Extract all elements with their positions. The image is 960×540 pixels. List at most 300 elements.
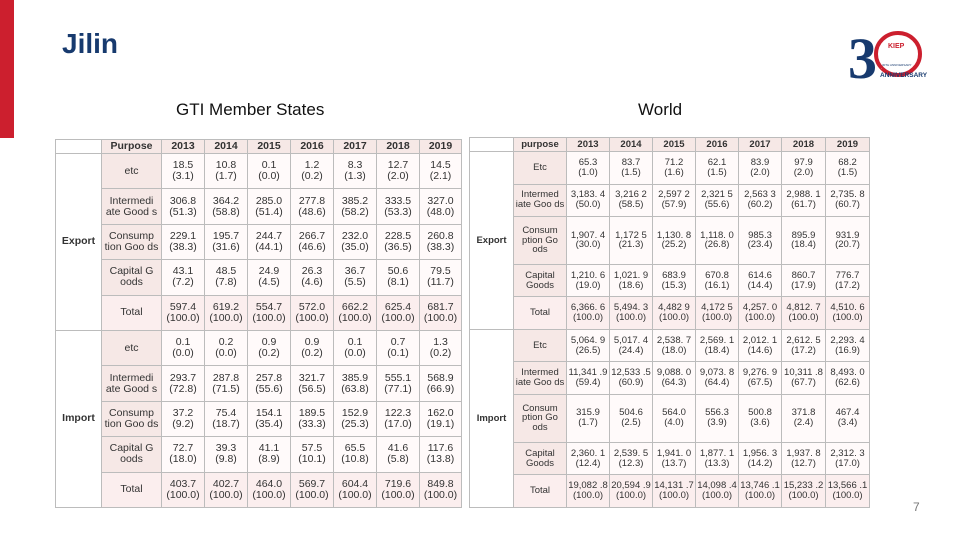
value-cell [782, 264, 826, 297]
row-label: Capital G oods [102, 260, 162, 295]
table-row [56, 189, 462, 224]
cell-value: 1.2 [304, 159, 320, 172]
value-cell [739, 152, 782, 185]
value-cell [377, 401, 420, 436]
table-row [470, 442, 870, 475]
cell-value: 683.9 [662, 269, 686, 281]
header-purpose: Purpose [102, 140, 162, 154]
cell-share: (0.0) [344, 347, 366, 360]
value-cell [567, 264, 610, 297]
cell-value: 0.1 [347, 336, 363, 349]
cell-share: (14.4) [747, 279, 773, 291]
value-cell [377, 154, 420, 189]
cell-share: (64.4) [704, 377, 730, 389]
row-label: etc [102, 154, 162, 189]
value-cell [567, 297, 610, 330]
cell-share: (57.9) [661, 199, 687, 211]
cell-value: 71.2 [664, 156, 684, 168]
value-cell [205, 330, 248, 365]
cell-share: (58.8) [212, 205, 240, 218]
cell-value: 719.6 [384, 477, 412, 490]
cell-value: 306.8 [169, 194, 197, 207]
cell-value: 1,210. 6 [570, 269, 606, 281]
cell-share: (8.1) [387, 276, 409, 289]
cell-share: (3.4) [837, 417, 858, 429]
value-cell [696, 329, 739, 362]
value-cell [291, 260, 334, 295]
cell-value: 228.5 [384, 229, 412, 242]
row-label: Intermedi ate Good s [102, 189, 162, 224]
value-cell [420, 295, 462, 330]
cell-share: (59.4) [575, 377, 601, 389]
cell-value: 9,276. 9 [742, 367, 778, 379]
cell-share: (100.0) [381, 311, 415, 324]
cell-share: (7.2) [172, 276, 194, 289]
cell-share: (12.7) [791, 457, 816, 469]
table-row [470, 362, 870, 395]
value-cell [248, 437, 291, 472]
value-cell [377, 189, 420, 224]
value-cell [610, 394, 653, 442]
value-cell [248, 401, 291, 436]
value-cell [291, 154, 334, 189]
cell-share: (100.0) [788, 312, 819, 324]
cell-value: 48.5 [215, 265, 237, 278]
cell-value: 244.7 [255, 229, 283, 242]
value-cell [248, 366, 291, 401]
row-label: Total [514, 475, 567, 508]
cell-value: 19,082 .8 [568, 480, 608, 492]
cell-value: 12,533 .5 [611, 367, 651, 379]
cell-value: 257.8 [255, 371, 283, 384]
cell-share: (72.8) [169, 382, 197, 395]
header-year: 2013 [567, 138, 610, 152]
value-cell [248, 260, 291, 295]
value-cell [334, 295, 377, 330]
value-cell [653, 394, 696, 442]
cell-value: 504.6 [619, 407, 643, 419]
cell-value: 1,118. 0 [700, 229, 734, 241]
value-cell [782, 184, 826, 217]
cell-value: 569.7 [298, 477, 326, 490]
value-cell [334, 154, 377, 189]
value-cell [291, 401, 334, 436]
value-cell [377, 472, 420, 507]
cell-value: 860.7 [791, 269, 816, 281]
value-cell [205, 366, 248, 401]
value-cell [291, 472, 334, 507]
cell-value: 662.2 [341, 300, 369, 313]
header-year: 2015 [653, 138, 696, 152]
value-cell [162, 295, 205, 330]
cell-share: (48.0) [426, 205, 455, 218]
cell-share: (1.5) [707, 166, 727, 178]
value-cell [782, 394, 826, 442]
cell-share: (58.5) [618, 199, 644, 211]
cell-share: (35.4) [255, 417, 283, 430]
value-cell [377, 437, 420, 472]
cell-value: 4,172 5 [701, 302, 733, 314]
cell-share: (13.8) [426, 453, 455, 466]
cell-share: (51.4) [255, 205, 283, 218]
cell-value: 931.9 [835, 229, 860, 241]
value-cell [653, 217, 696, 265]
cell-share: (23.4) [747, 239, 773, 251]
cell-share: (3.6) [750, 417, 770, 429]
value-cell [291, 224, 334, 259]
value-cell [696, 217, 739, 265]
cell-value: 39.3 [215, 442, 237, 455]
cell-share: (4.6) [301, 276, 323, 289]
row-label: Consum ption Go ods [514, 217, 567, 265]
value-cell [782, 329, 826, 362]
value-cell [826, 152, 870, 185]
header-year: 2013 [162, 140, 205, 154]
value-cell [653, 329, 696, 362]
cell-share: (8.9) [258, 453, 280, 466]
cell-value: 467.4 [835, 407, 860, 419]
table-row [470, 217, 870, 265]
cell-share: (26.5) [575, 344, 601, 356]
cell-share: (18.4) [791, 239, 816, 251]
value-cell [205, 437, 248, 472]
value-cell [782, 297, 826, 330]
cell-share: (100.0) [572, 312, 604, 324]
header-blank-cell [56, 140, 102, 154]
value-cell [610, 475, 653, 508]
cell-share: (2.0) [793, 166, 814, 178]
cell-value: 18.5 [172, 159, 194, 172]
cell-share: (10.8) [341, 453, 369, 466]
cell-share: (77.1) [384, 382, 412, 395]
cell-value: 2,612. 5 [786, 334, 821, 346]
cell-value: 2,735. 8 [830, 189, 865, 201]
cell-share: (35.0) [341, 240, 369, 253]
cell-value: 43.1 [172, 265, 194, 278]
value-cell [162, 224, 205, 259]
cell-share: (67.5) [747, 377, 773, 389]
cell-share: (13.3) [704, 457, 730, 469]
row-label: Total [102, 472, 162, 507]
value-cell [610, 264, 653, 297]
value-cell [696, 362, 739, 395]
table-row [56, 401, 462, 436]
cell-share: (7.8) [215, 276, 237, 289]
logo-anniversary: ANNIVERSARY [880, 72, 928, 79]
cell-share: (18.0) [661, 344, 687, 356]
cell-share: (100.0) [252, 311, 286, 324]
cell-share: (33.3) [298, 417, 326, 430]
value-cell [739, 442, 782, 475]
cell-value: 83.9 [750, 156, 770, 168]
value-cell [291, 330, 334, 365]
value-cell [205, 189, 248, 224]
value-cell [567, 329, 610, 362]
30th-anniversary-logo-icon [846, 22, 938, 88]
accent-bar [0, 0, 14, 138]
right-caption: World [638, 100, 683, 119]
cell-share: (100.0) [423, 311, 458, 324]
cell-share: (1.6) [664, 166, 684, 178]
cell-share: (17.9) [791, 279, 816, 291]
value-cell [826, 329, 870, 362]
cell-share: (4.0) [664, 417, 684, 429]
cell-share: (48.6) [298, 205, 326, 218]
value-cell [377, 260, 420, 295]
cell-value: 681.7 [427, 300, 454, 313]
cell-share: (1.0) [578, 166, 598, 178]
value-cell [420, 366, 462, 401]
cell-share: (18.6) [618, 279, 644, 291]
cell-value: 14,131 .7 [654, 480, 694, 492]
cell-share: (1.7) [215, 170, 237, 183]
cell-share: (2.5) [621, 417, 641, 429]
cell-share: (100.0) [701, 490, 733, 502]
cell-value: 14,098 .4 [697, 480, 737, 492]
cell-share: (25.2) [661, 239, 687, 251]
cell-share: (56.5) [298, 382, 326, 395]
cell-value: 564.0 [662, 407, 686, 419]
cell-share: (63.8) [341, 382, 369, 395]
cell-value: 985.3 [748, 229, 772, 241]
cell-share: (38.3) [169, 240, 197, 253]
cell-value: 385.2 [341, 194, 369, 207]
cell-value: 614.6 [748, 269, 772, 281]
row-label: etc [102, 330, 162, 365]
cell-share: (46.6) [298, 240, 326, 253]
cell-value: 260.8 [427, 229, 454, 242]
cell-share: (12.4) [575, 457, 601, 469]
value-cell [826, 362, 870, 395]
value-cell [739, 362, 782, 395]
group-label: Export [470, 152, 514, 330]
value-cell [696, 394, 739, 442]
cell-share: (64.3) [661, 377, 687, 389]
value-cell [739, 394, 782, 442]
cell-value: 8.3 [347, 159, 363, 172]
cell-share: (36.5) [384, 240, 412, 253]
header-year: 2018 [782, 138, 826, 152]
cell-value: 2,293. 4 [830, 334, 865, 346]
cell-value: 403.7 [169, 477, 197, 490]
value-cell [248, 330, 291, 365]
world-table [469, 137, 870, 508]
cell-value: 604.4 [341, 477, 369, 490]
value-cell [739, 297, 782, 330]
value-cell [377, 295, 420, 330]
cell-share: (61.7) [791, 199, 816, 211]
cell-share: (50.0) [575, 199, 601, 211]
cell-share: (9.2) [172, 417, 194, 430]
cell-share: (5.5) [344, 276, 366, 289]
cell-value: 572.0 [298, 300, 326, 313]
cell-value: 83.7 [621, 156, 641, 168]
row-label: Etc [514, 329, 567, 362]
row-label: Intermed iate Goo ds [514, 362, 567, 395]
cell-value: 597.4 [169, 300, 197, 313]
gti-member-states-table [55, 139, 462, 508]
value-cell [334, 366, 377, 401]
cell-share: (15.3) [661, 279, 687, 291]
cell-share: (100.0) [701, 312, 733, 324]
cell-value: 2,012. 1 [742, 334, 778, 346]
value-cell [162, 437, 205, 472]
cell-share: (19.1) [426, 417, 455, 430]
cell-value: 285.0 [255, 194, 283, 207]
cell-value: 1,937. 8 [786, 447, 821, 459]
cell-value: 266.7 [298, 229, 326, 242]
cell-share: (0.0) [172, 347, 194, 360]
value-cell [567, 442, 610, 475]
value-cell [567, 362, 610, 395]
cell-value: 6,366. 6 [570, 302, 606, 314]
value-cell [420, 401, 462, 436]
cell-value: 26.3 [301, 265, 323, 278]
cell-share: (16.1) [704, 279, 730, 291]
cell-value: 1,877. 1 [699, 447, 735, 459]
table-row [470, 184, 870, 217]
cell-value: 79.5 [430, 265, 451, 278]
value-cell [696, 152, 739, 185]
cell-share: (17.0) [835, 457, 860, 469]
cell-share: (24.4) [618, 344, 644, 356]
value-cell [205, 472, 248, 507]
cell-share: (100.0) [423, 488, 458, 501]
cell-share: (38.3) [426, 240, 455, 253]
value-cell [291, 295, 334, 330]
table-row [56, 295, 462, 330]
cell-value: 1,130. 8 [656, 229, 692, 241]
cell-share: (26.8) [704, 239, 730, 251]
header-blank-cell [470, 138, 514, 152]
cell-share: (100.0) [658, 312, 690, 324]
cell-share: (58.2) [341, 205, 369, 218]
cell-share: (60.9) [618, 377, 644, 389]
cell-value: 24.9 [258, 265, 280, 278]
value-cell [162, 154, 205, 189]
cell-value: 232.0 [341, 229, 369, 242]
table-header-row [56, 140, 462, 154]
value-cell [377, 330, 420, 365]
value-cell [739, 475, 782, 508]
value-cell [205, 260, 248, 295]
table-row [470, 394, 870, 442]
value-cell [567, 475, 610, 508]
cell-value: 3,216 2 [615, 189, 647, 201]
cell-share: (1.5) [837, 166, 858, 178]
cell-value: 14.5 [430, 159, 451, 172]
value-cell [291, 437, 334, 472]
cell-value: 4,812. 7 [786, 302, 821, 314]
cell-value: 2,538. 7 [656, 334, 692, 346]
cell-value: 1,956. 3 [742, 447, 778, 459]
cell-share: (2.0) [387, 170, 409, 183]
cell-value: 0.9 [304, 336, 320, 349]
group-label: Export [56, 154, 102, 331]
cell-value: 229.1 [169, 229, 197, 242]
cell-value: 776.7 [835, 269, 860, 281]
value-cell [610, 184, 653, 217]
value-cell [653, 152, 696, 185]
cell-share: (3.9) [707, 417, 727, 429]
table-row [56, 437, 462, 472]
cell-share: (0.2) [301, 347, 323, 360]
cell-share: (11.7) [427, 276, 454, 289]
cell-share: (2.1) [429, 170, 452, 183]
cell-value: 9,088. 0 [656, 367, 692, 379]
value-cell [248, 472, 291, 507]
cell-value: 97.9 [794, 156, 813, 168]
value-cell [162, 472, 205, 507]
value-cell [826, 394, 870, 442]
group-label: Import [470, 329, 514, 507]
value-cell [610, 297, 653, 330]
cell-share: (100.0) [338, 488, 372, 501]
cell-value: 154.1 [255, 406, 283, 419]
cell-share: (9.8) [215, 453, 237, 466]
cell-value: 8,493. 0 [830, 367, 865, 379]
row-label: Capital G oods [102, 437, 162, 472]
logo-ring [876, 33, 920, 75]
value-cell [162, 366, 205, 401]
cell-value: 122.3 [384, 406, 412, 419]
cell-share: (14.6) [747, 344, 773, 356]
cell-value: 152.9 [341, 406, 369, 419]
value-cell [162, 330, 205, 365]
table-row [56, 154, 462, 189]
cell-value: 4,482 9 [658, 302, 690, 314]
cell-value: 2,312. 3 [830, 447, 865, 459]
table-row [470, 264, 870, 297]
cell-value: 50.6 [387, 265, 409, 278]
cell-value: 0.1 [175, 336, 191, 349]
cell-value: 1,941. 0 [656, 447, 692, 459]
cell-share: (100.0) [744, 490, 776, 502]
cell-value: 12.7 [387, 159, 409, 172]
cell-value: 293.7 [169, 371, 197, 384]
header-year: 2019 [420, 140, 462, 154]
cell-share: (0.1) [387, 347, 409, 360]
cell-share: (100.0) [252, 488, 286, 501]
cell-share: (62.6) [835, 377, 860, 389]
value-cell [420, 330, 462, 365]
cell-value: 2,597 2 [658, 189, 690, 201]
cell-value: 619.2 [212, 300, 240, 313]
header-year: 2019 [826, 138, 870, 152]
cell-value: 36.7 [344, 265, 366, 278]
value-cell [653, 184, 696, 217]
row-label: Capital Goods [514, 264, 567, 297]
cell-value: 0.2 [218, 336, 234, 349]
cell-share: (21.3) [618, 239, 644, 251]
row-label: Consump tion Goo ds [102, 401, 162, 436]
cell-value: 13,746 .1 [740, 480, 780, 492]
cell-value: 2,539. 5 [613, 447, 649, 459]
cell-share: (18.4) [704, 344, 730, 356]
cell-share: (100.0) [166, 311, 200, 324]
anniversary-logo [846, 22, 938, 88]
cell-share: (100.0) [338, 311, 372, 324]
table-row [470, 329, 870, 362]
cell-value: 2,569. 1 [699, 334, 735, 346]
cell-value: 1,021. 9 [613, 269, 649, 281]
value-cell [696, 442, 739, 475]
cell-value: 333.5 [384, 194, 412, 207]
header-year: 2014 [610, 138, 653, 152]
cell-share: (55.6) [704, 199, 730, 211]
row-label: Etc [514, 152, 567, 185]
cell-value: 15,233 .2 [783, 480, 824, 492]
